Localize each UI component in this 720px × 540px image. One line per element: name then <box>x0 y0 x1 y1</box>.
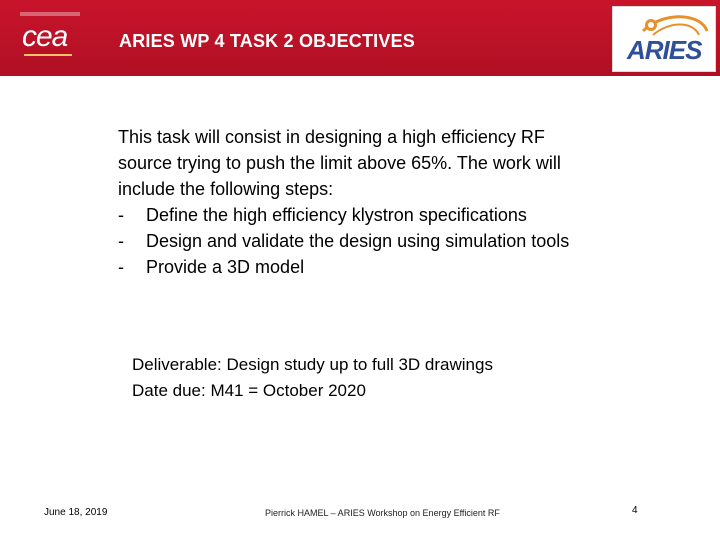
footer-credit: Pierrick HAMEL – ARIES Workshop on Energy Efficient RF <box>265 508 500 518</box>
intro-line: include the following steps: <box>118 179 334 199</box>
aries-logo <box>612 6 716 72</box>
footer-date: June 18, 2019 <box>44 507 108 518</box>
due-date-line: Date due: M41 = October 2020 <box>132 381 366 400</box>
list-item <box>118 254 678 280</box>
objectives-text <box>118 124 678 280</box>
aries-logo-text: ARIES <box>627 35 702 65</box>
list-item <box>118 228 678 254</box>
list-item-text: Provide a 3D model <box>146 257 305 277</box>
list-item-text: Define the high efficiency klystron specifications <box>146 205 527 225</box>
cea-tagline <box>20 12 80 16</box>
intro-line: source trying to push the limit above 65%. The work will <box>118 153 561 173</box>
list-bullet: - <box>118 205 124 225</box>
list-item-text: Design and validate the design using simulation tools <box>146 231 570 251</box>
list-bullet: - <box>118 231 124 251</box>
list-bullet: - <box>118 257 124 277</box>
slide-title: ARIES WP 4 TASK 2 OBJECTIVES <box>119 31 415 51</box>
cea-logo-text: cea <box>22 20 68 53</box>
cea-logo <box>20 12 80 58</box>
deliverable-line: Deliverable: Design study up to full 3D drawings <box>132 355 493 374</box>
deliverable-block <box>132 352 672 404</box>
intro-line: This task will consist in designing a high efficiency RF <box>118 127 545 147</box>
page-number: 4 <box>632 505 638 516</box>
cea-logo-underline <box>24 54 72 56</box>
list-item <box>118 202 678 228</box>
